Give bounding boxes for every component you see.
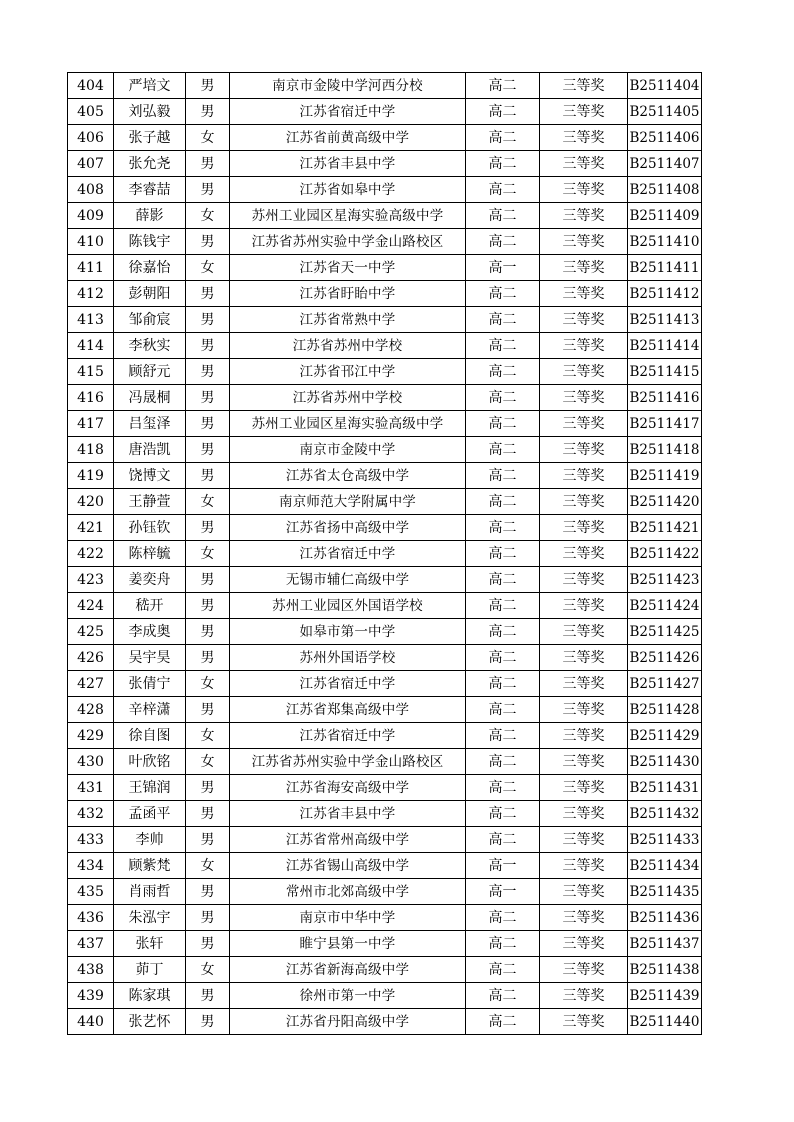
award-level: 三等奖 xyxy=(540,827,628,853)
table-row xyxy=(68,827,702,853)
grade-level: 高一 xyxy=(466,853,540,879)
student-gender: 男 xyxy=(186,333,230,359)
school-name: 江苏省邗江中学 xyxy=(230,359,466,385)
grade-level: 高二 xyxy=(466,827,540,853)
student-gender: 男 xyxy=(186,619,230,645)
award-level: 三等奖 xyxy=(540,905,628,931)
student-gender: 女 xyxy=(186,203,230,229)
grade-level: 高二 xyxy=(466,775,540,801)
student-name: 李秋实 xyxy=(114,333,186,359)
grade-level: 高二 xyxy=(466,645,540,671)
row-number: 412 xyxy=(68,281,114,307)
student-gender: 男 xyxy=(186,983,230,1009)
student-gender: 女 xyxy=(186,723,230,749)
grade-level: 高二 xyxy=(466,697,540,723)
school-name: 南京市金陵中学河西分校 xyxy=(230,73,466,99)
award-level: 三等奖 xyxy=(540,229,628,255)
table-row xyxy=(68,645,702,671)
student-gender: 男 xyxy=(186,931,230,957)
row-number: 410 xyxy=(68,229,114,255)
student-name: 张允尧 xyxy=(114,151,186,177)
certificate-code: B2511417 xyxy=(628,411,702,437)
student-name: 张艺怀 xyxy=(114,1009,186,1035)
award-level: 三等奖 xyxy=(540,671,628,697)
row-number: 439 xyxy=(68,983,114,1009)
school-name: 江苏省丰县中学 xyxy=(230,801,466,827)
certificate-code: B2511440 xyxy=(628,1009,702,1035)
student-name: 吴宇昊 xyxy=(114,645,186,671)
table-row xyxy=(68,957,702,983)
student-gender: 女 xyxy=(186,255,230,281)
certificate-code: B2511437 xyxy=(628,931,702,957)
certificate-code: B2511424 xyxy=(628,593,702,619)
table-row xyxy=(68,567,702,593)
award-level: 三等奖 xyxy=(540,437,628,463)
school-name: 江苏省宿迁中学 xyxy=(230,99,466,125)
student-gender: 男 xyxy=(186,281,230,307)
table-row xyxy=(68,281,702,307)
certificate-code: B2511411 xyxy=(628,255,702,281)
table-row xyxy=(68,905,702,931)
grade-level: 高二 xyxy=(466,177,540,203)
award-level: 三等奖 xyxy=(540,697,628,723)
school-name: 睢宁县第一中学 xyxy=(230,931,466,957)
certificate-code: B2511405 xyxy=(628,99,702,125)
student-name: 辛梓潇 xyxy=(114,697,186,723)
award-level: 三等奖 xyxy=(540,333,628,359)
grade-level: 高二 xyxy=(466,411,540,437)
school-name: 江苏省丰县中学 xyxy=(230,151,466,177)
certificate-code: B2511407 xyxy=(628,151,702,177)
table-row xyxy=(68,775,702,801)
grade-level: 高二 xyxy=(466,671,540,697)
grade-level: 高二 xyxy=(466,619,540,645)
grade-level: 高二 xyxy=(466,333,540,359)
row-number: 418 xyxy=(68,437,114,463)
certificate-code: B2511435 xyxy=(628,879,702,905)
grade-level: 高二 xyxy=(466,125,540,151)
student-gender: 女 xyxy=(186,125,230,151)
row-number: 422 xyxy=(68,541,114,567)
student-gender: 男 xyxy=(186,151,230,177)
certificate-code: B2511430 xyxy=(628,749,702,775)
certificate-code: B2511410 xyxy=(628,229,702,255)
table-row xyxy=(68,489,702,515)
certificate-code: B2511413 xyxy=(628,307,702,333)
row-number: 436 xyxy=(68,905,114,931)
student-name: 刘弘毅 xyxy=(114,99,186,125)
school-name: 南京市中华中学 xyxy=(230,905,466,931)
certificate-code: B2511412 xyxy=(628,281,702,307)
certificate-code: B2511419 xyxy=(628,463,702,489)
student-gender: 男 xyxy=(186,411,230,437)
award-level: 三等奖 xyxy=(540,281,628,307)
student-gender: 男 xyxy=(186,463,230,489)
school-name: 苏州工业园区星海实验高级中学 xyxy=(230,203,466,229)
certificate-code: B2511408 xyxy=(628,177,702,203)
student-name: 茆丁 xyxy=(114,957,186,983)
grade-level: 高二 xyxy=(466,281,540,307)
student-name: 薛影 xyxy=(114,203,186,229)
certificate-code: B2511428 xyxy=(628,697,702,723)
student-name: 嵇开 xyxy=(114,593,186,619)
school-name: 苏州外国语学校 xyxy=(230,645,466,671)
student-name: 陈钱宇 xyxy=(114,229,186,255)
student-gender: 男 xyxy=(186,229,230,255)
award-list-table xyxy=(67,72,702,1035)
grade-level: 高一 xyxy=(466,255,540,281)
grade-level: 高二 xyxy=(466,229,540,255)
student-name: 王锦润 xyxy=(114,775,186,801)
row-number: 427 xyxy=(68,671,114,697)
student-name: 叶欣铭 xyxy=(114,749,186,775)
row-number: 428 xyxy=(68,697,114,723)
table-row xyxy=(68,229,702,255)
student-name: 饶博文 xyxy=(114,463,186,489)
table-row xyxy=(68,333,702,359)
grade-level: 高二 xyxy=(466,983,540,1009)
grade-level: 高二 xyxy=(466,203,540,229)
row-number: 426 xyxy=(68,645,114,671)
student-name: 陈梓毓 xyxy=(114,541,186,567)
award-level: 三等奖 xyxy=(540,931,628,957)
row-number: 415 xyxy=(68,359,114,385)
row-number: 421 xyxy=(68,515,114,541)
table-row xyxy=(68,73,702,99)
student-name: 孙钰钦 xyxy=(114,515,186,541)
student-name: 王静萱 xyxy=(114,489,186,515)
row-number: 413 xyxy=(68,307,114,333)
school-name: 江苏省郑集高级中学 xyxy=(230,697,466,723)
row-number: 433 xyxy=(68,827,114,853)
row-number: 440 xyxy=(68,1009,114,1035)
row-number: 405 xyxy=(68,99,114,125)
school-name: 江苏省常州高级中学 xyxy=(230,827,466,853)
table-row xyxy=(68,671,702,697)
school-name: 江苏省宿迁中学 xyxy=(230,541,466,567)
grade-level: 高二 xyxy=(466,515,540,541)
award-level: 三等奖 xyxy=(540,723,628,749)
certificate-code: B2511439 xyxy=(628,983,702,1009)
award-level: 三等奖 xyxy=(540,619,628,645)
row-number: 424 xyxy=(68,593,114,619)
award-level: 三等奖 xyxy=(540,411,628,437)
row-number: 409 xyxy=(68,203,114,229)
award-level: 三等奖 xyxy=(540,957,628,983)
table-row xyxy=(68,177,702,203)
row-number: 414 xyxy=(68,333,114,359)
school-name: 江苏省海安高级中学 xyxy=(230,775,466,801)
school-name: 南京师范大学附属中学 xyxy=(230,489,466,515)
row-number: 407 xyxy=(68,151,114,177)
student-name: 徐嘉怡 xyxy=(114,255,186,281)
award-level: 三等奖 xyxy=(540,983,628,1009)
grade-level: 高二 xyxy=(466,593,540,619)
award-list-body xyxy=(68,73,702,1035)
grade-level: 高二 xyxy=(466,957,540,983)
student-gender: 男 xyxy=(186,593,230,619)
award-level: 三等奖 xyxy=(540,125,628,151)
student-name: 严培文 xyxy=(114,73,186,99)
grade-level: 高二 xyxy=(466,1009,540,1035)
award-level: 三等奖 xyxy=(540,541,628,567)
certificate-code: B2511422 xyxy=(628,541,702,567)
grade-level: 高二 xyxy=(466,567,540,593)
award-level: 三等奖 xyxy=(540,463,628,489)
table-row xyxy=(68,437,702,463)
award-level: 三等奖 xyxy=(540,645,628,671)
student-gender: 男 xyxy=(186,385,230,411)
award-level: 三等奖 xyxy=(540,255,628,281)
award-level: 三等奖 xyxy=(540,151,628,177)
school-name: 江苏省前黄高级中学 xyxy=(230,125,466,151)
award-level: 三等奖 xyxy=(540,385,628,411)
certificate-code: B2511423 xyxy=(628,567,702,593)
row-number: 420 xyxy=(68,489,114,515)
table-row xyxy=(68,1009,702,1035)
row-number: 404 xyxy=(68,73,114,99)
student-gender: 男 xyxy=(186,359,230,385)
student-name: 顾紫梵 xyxy=(114,853,186,879)
school-name: 苏州工业园区星海实验高级中学 xyxy=(230,411,466,437)
school-name: 无锡市辅仁高级中学 xyxy=(230,567,466,593)
school-name: 江苏省宿迁中学 xyxy=(230,723,466,749)
table-row xyxy=(68,931,702,957)
certificate-code: B2511414 xyxy=(628,333,702,359)
row-number: 416 xyxy=(68,385,114,411)
student-gender: 男 xyxy=(186,307,230,333)
award-level: 三等奖 xyxy=(540,1009,628,1035)
school-name: 徐州市第一中学 xyxy=(230,983,466,1009)
award-level: 三等奖 xyxy=(540,177,628,203)
table-row xyxy=(68,723,702,749)
student-gender: 女 xyxy=(186,671,230,697)
certificate-code: B2511432 xyxy=(628,801,702,827)
row-number: 429 xyxy=(68,723,114,749)
grade-level: 高二 xyxy=(466,307,540,333)
row-number: 437 xyxy=(68,931,114,957)
school-name: 江苏省太仓高级中学 xyxy=(230,463,466,489)
student-name: 姜奕舟 xyxy=(114,567,186,593)
certificate-code: B2511436 xyxy=(628,905,702,931)
row-number: 425 xyxy=(68,619,114,645)
row-number: 435 xyxy=(68,879,114,905)
table-row xyxy=(68,879,702,905)
table-row xyxy=(68,411,702,437)
school-name: 江苏省盱眙中学 xyxy=(230,281,466,307)
student-name: 肖雨哲 xyxy=(114,879,186,905)
school-name: 江苏省扬中高级中学 xyxy=(230,515,466,541)
student-gender: 女 xyxy=(186,853,230,879)
student-gender: 女 xyxy=(186,957,230,983)
student-name: 徐自图 xyxy=(114,723,186,749)
row-number: 431 xyxy=(68,775,114,801)
table-row xyxy=(68,359,702,385)
student-name: 孟函平 xyxy=(114,801,186,827)
certificate-code: B2511409 xyxy=(628,203,702,229)
certificate-code: B2511425 xyxy=(628,619,702,645)
table-row xyxy=(68,463,702,489)
table-row xyxy=(68,593,702,619)
table-row xyxy=(68,385,702,411)
grade-level: 高二 xyxy=(466,463,540,489)
row-number: 419 xyxy=(68,463,114,489)
student-name: 张倩宁 xyxy=(114,671,186,697)
certificate-code: B2511418 xyxy=(628,437,702,463)
table-row xyxy=(68,151,702,177)
row-number: 406 xyxy=(68,125,114,151)
grade-level: 高二 xyxy=(466,931,540,957)
row-number: 432 xyxy=(68,801,114,827)
student-gender: 男 xyxy=(186,775,230,801)
student-gender: 男 xyxy=(186,1009,230,1035)
student-gender: 女 xyxy=(186,541,230,567)
school-name: 江苏省苏州实验中学金山路校区 xyxy=(230,749,466,775)
award-level: 三等奖 xyxy=(540,567,628,593)
student-gender: 男 xyxy=(186,827,230,853)
student-name: 吕玺泽 xyxy=(114,411,186,437)
certificate-code: B2511406 xyxy=(628,125,702,151)
award-level: 三等奖 xyxy=(540,359,628,385)
table-row xyxy=(68,125,702,151)
grade-level: 高二 xyxy=(466,359,540,385)
school-name: 江苏省常熟中学 xyxy=(230,307,466,333)
certificate-code: B2511404 xyxy=(628,73,702,99)
student-name: 邹俞宸 xyxy=(114,307,186,333)
grade-level: 高二 xyxy=(466,905,540,931)
award-level: 三等奖 xyxy=(540,73,628,99)
table-row xyxy=(68,541,702,567)
grade-level: 高二 xyxy=(466,99,540,125)
award-level: 三等奖 xyxy=(540,489,628,515)
student-name: 朱泓宇 xyxy=(114,905,186,931)
student-gender: 男 xyxy=(186,645,230,671)
row-number: 411 xyxy=(68,255,114,281)
school-name: 江苏省锡山高级中学 xyxy=(230,853,466,879)
student-name: 李成奥 xyxy=(114,619,186,645)
grade-level: 高二 xyxy=(466,73,540,99)
grade-level: 高二 xyxy=(466,151,540,177)
student-name: 陈家琪 xyxy=(114,983,186,1009)
table-row xyxy=(68,619,702,645)
student-gender: 女 xyxy=(186,489,230,515)
table-row xyxy=(68,749,702,775)
school-name: 江苏省宿迁中学 xyxy=(230,671,466,697)
student-gender: 男 xyxy=(186,905,230,931)
table-row xyxy=(68,99,702,125)
award-level: 三等奖 xyxy=(540,203,628,229)
certificate-code: B2511420 xyxy=(628,489,702,515)
school-name: 江苏省天一中学 xyxy=(230,255,466,281)
school-name: 江苏省苏州中学校 xyxy=(230,333,466,359)
table-row xyxy=(68,853,702,879)
table-row xyxy=(68,983,702,1009)
grade-level: 高一 xyxy=(466,879,540,905)
student-name: 张子越 xyxy=(114,125,186,151)
school-name: 江苏省苏州中学校 xyxy=(230,385,466,411)
school-name: 江苏省新海高级中学 xyxy=(230,957,466,983)
grade-level: 高二 xyxy=(466,723,540,749)
certificate-code: B2511431 xyxy=(628,775,702,801)
certificate-code: B2511433 xyxy=(628,827,702,853)
grade-level: 高二 xyxy=(466,489,540,515)
student-gender: 男 xyxy=(186,73,230,99)
certificate-code: B2511438 xyxy=(628,957,702,983)
award-level: 三等奖 xyxy=(540,307,628,333)
certificate-code: B2511416 xyxy=(628,385,702,411)
grade-level: 高二 xyxy=(466,541,540,567)
table-row xyxy=(68,255,702,281)
certificate-code: B2511429 xyxy=(628,723,702,749)
award-level: 三等奖 xyxy=(540,749,628,775)
row-number: 438 xyxy=(68,957,114,983)
table-row xyxy=(68,697,702,723)
row-number: 423 xyxy=(68,567,114,593)
grade-level: 高二 xyxy=(466,749,540,775)
row-number: 430 xyxy=(68,749,114,775)
student-name: 彭朝阳 xyxy=(114,281,186,307)
certificate-code: B2511415 xyxy=(628,359,702,385)
student-name: 顾舒元 xyxy=(114,359,186,385)
row-number: 408 xyxy=(68,177,114,203)
school-name: 南京市金陵中学 xyxy=(230,437,466,463)
student-gender: 男 xyxy=(186,879,230,905)
row-number: 434 xyxy=(68,853,114,879)
student-gender: 男 xyxy=(186,801,230,827)
student-gender: 女 xyxy=(186,749,230,775)
school-name: 苏州工业园区外国语学校 xyxy=(230,593,466,619)
certificate-code: B2511426 xyxy=(628,645,702,671)
row-number: 417 xyxy=(68,411,114,437)
table-row xyxy=(68,801,702,827)
award-level: 三等奖 xyxy=(540,593,628,619)
grade-level: 高二 xyxy=(466,385,540,411)
student-gender: 男 xyxy=(186,99,230,125)
award-level: 三等奖 xyxy=(540,99,628,125)
grade-level: 高二 xyxy=(466,801,540,827)
award-level: 三等奖 xyxy=(540,853,628,879)
school-name: 江苏省如皋中学 xyxy=(230,177,466,203)
student-name: 冯晟桐 xyxy=(114,385,186,411)
award-level: 三等奖 xyxy=(540,515,628,541)
student-gender: 男 xyxy=(186,177,230,203)
student-gender: 男 xyxy=(186,437,230,463)
award-level: 三等奖 xyxy=(540,775,628,801)
grade-level: 高二 xyxy=(466,437,540,463)
student-name: 李帅 xyxy=(114,827,186,853)
school-name: 如皋市第一中学 xyxy=(230,619,466,645)
table-row xyxy=(68,203,702,229)
school-name: 常州市北郊高级中学 xyxy=(230,879,466,905)
student-gender: 男 xyxy=(186,567,230,593)
table-row xyxy=(68,515,702,541)
certificate-code: B2511427 xyxy=(628,671,702,697)
school-name: 江苏省苏州实验中学金山路校区 xyxy=(230,229,466,255)
table-row xyxy=(68,307,702,333)
student-gender: 男 xyxy=(186,697,230,723)
student-name: 张轩 xyxy=(114,931,186,957)
award-level: 三等奖 xyxy=(540,879,628,905)
student-name: 唐浩凯 xyxy=(114,437,186,463)
student-name: 李睿喆 xyxy=(114,177,186,203)
school-name: 江苏省丹阳高级中学 xyxy=(230,1009,466,1035)
certificate-code: B2511434 xyxy=(628,853,702,879)
award-level: 三等奖 xyxy=(540,801,628,827)
certificate-code: B2511421 xyxy=(628,515,702,541)
student-gender: 男 xyxy=(186,515,230,541)
